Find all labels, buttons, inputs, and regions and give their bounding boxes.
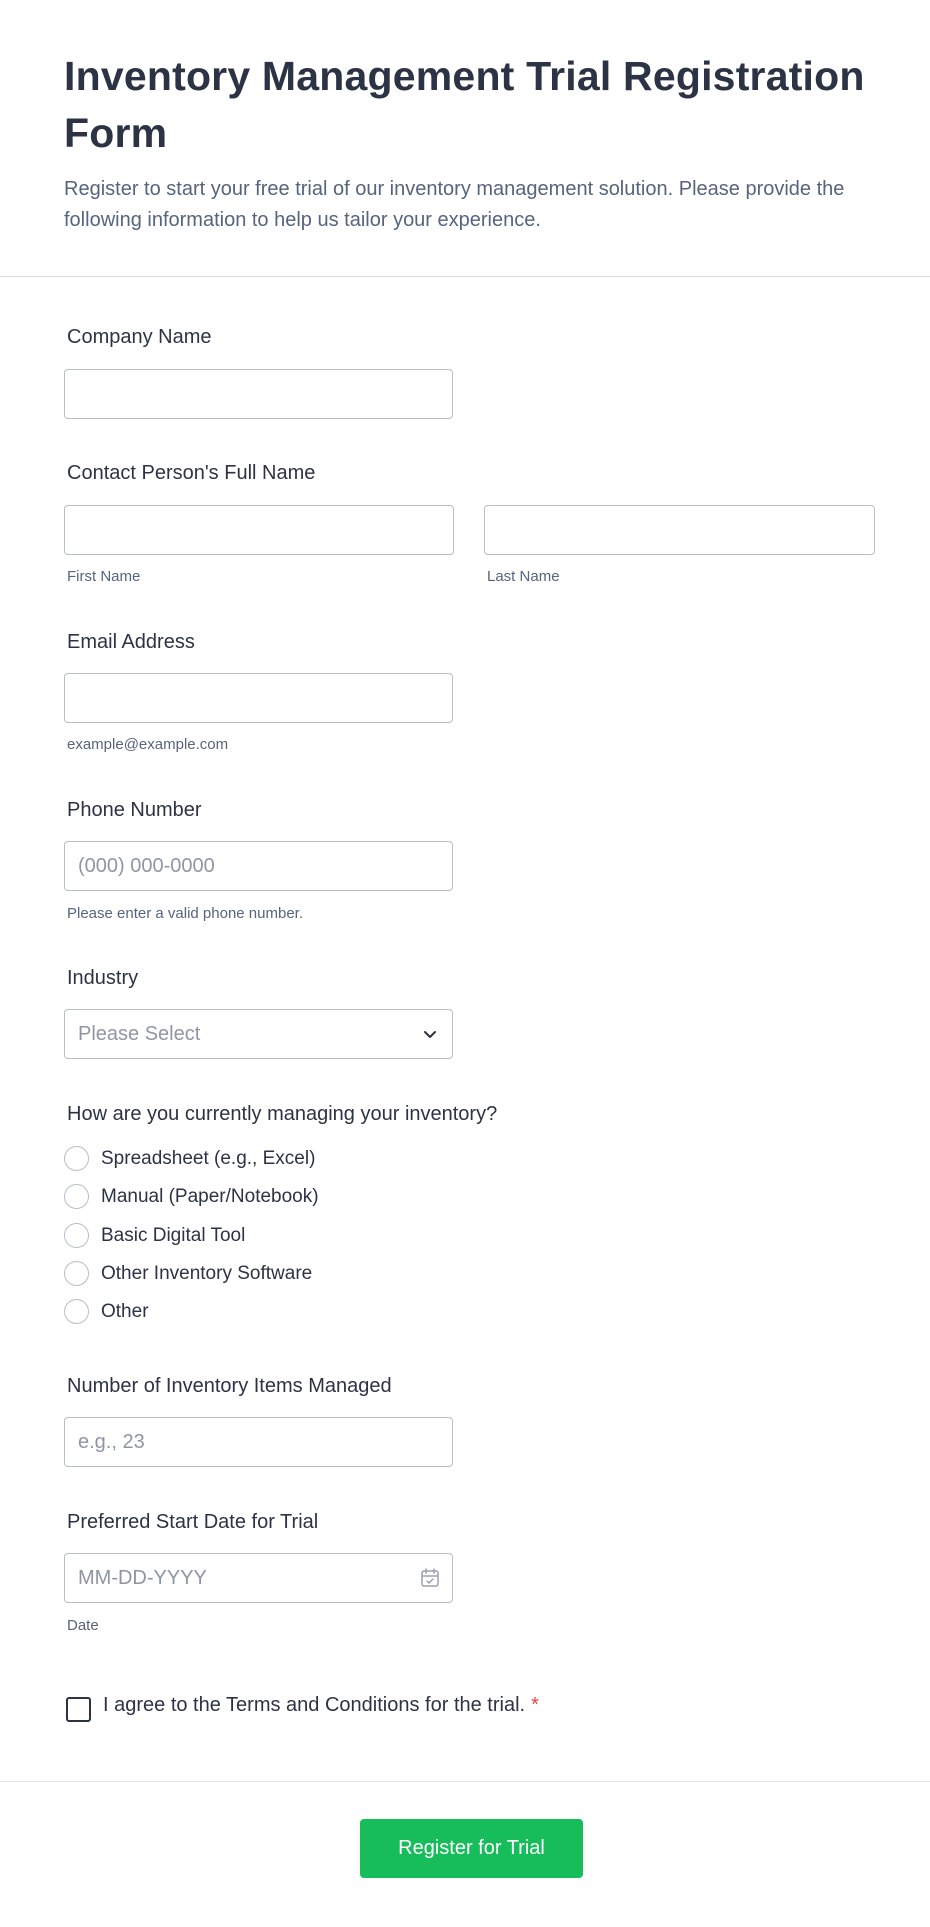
start-date-sublabel: Date [67,1617,99,1634]
terms-label[interactable] [103,1694,539,1717]
industry-select[interactable] [64,1009,453,1059]
page-subtitle: Register to start your free trial of our inventory management solution. Please provide the following information to help us tailor your experience. [64,178,845,231]
last-name-sublabel: Last Name [487,568,560,585]
industry-label: Industry [67,967,139,989]
phone-input[interactable]: (000) 000-0000 [64,841,453,891]
contact-name-label: Contact Person's Full Name [67,462,316,484]
start-date-label: Preferred Start Date for Trial [67,1511,319,1533]
industry-selected-value: Please Select [78,1022,201,1045]
phone-label: Phone Number [67,799,202,821]
terms-checkbox[interactable] [66,1697,91,1722]
radio-label: Other Inventory Software [101,1262,313,1284]
register-button[interactable]: Register for Trial [360,1819,583,1878]
radio-circle[interactable] [64,1261,89,1286]
radio-option-manual[interactable] [64,1184,319,1209]
radio-label: Other [101,1300,149,1322]
phone-sublabel: Please enter a valid phone number. [67,905,303,922]
start-date-input[interactable] [64,1553,453,1603]
inventory-method-label: How are you currently managing your inventory? [67,1103,498,1125]
calendar-icon[interactable] [420,1567,440,1589]
radio-label: Manual (Paper/Notebook) [101,1185,319,1207]
items-count-label: Number of Inventory Items Managed [67,1375,392,1397]
radio-option-basic-digital-tool[interactable] [64,1223,245,1248]
items-count-input[interactable]: e.g., 23 [64,1417,453,1467]
email-input[interactable] [64,673,453,723]
radio-option-spreadsheet[interactable] [64,1146,315,1171]
last-name-input[interactable] [484,505,875,555]
email-sublabel: example@example.com [67,736,229,753]
radio-circle[interactable] [64,1223,89,1248]
radio-option-other[interactable] [64,1299,149,1324]
company-name-label: Company Name [67,326,212,348]
page-title: Inventory Management Trial Registration Form [64,53,865,156]
first-name-sublabel: First Name [67,568,141,585]
footer-divider [0,1781,930,1782]
radio-circle[interactable] [64,1299,89,1324]
chevron-down-icon [420,1024,440,1044]
radio-circle[interactable] [64,1146,89,1171]
radio-option-other-software[interactable] [64,1261,312,1286]
required-mark: * [531,1694,539,1716]
start-date-placeholder: MM-DD-YYYY [78,1566,207,1589]
form-header [0,0,930,277]
radio-label: Spreadsheet (e.g., Excel) [101,1147,316,1169]
radio-circle[interactable] [64,1184,89,1209]
company-name-input[interactable] [64,369,453,419]
terms-text: I agree to the Terms and Conditions for the trial. [103,1694,526,1716]
first-name-input[interactable] [64,505,454,555]
email-label: Email Address [67,631,195,653]
radio-label: Basic Digital Tool [101,1224,246,1246]
